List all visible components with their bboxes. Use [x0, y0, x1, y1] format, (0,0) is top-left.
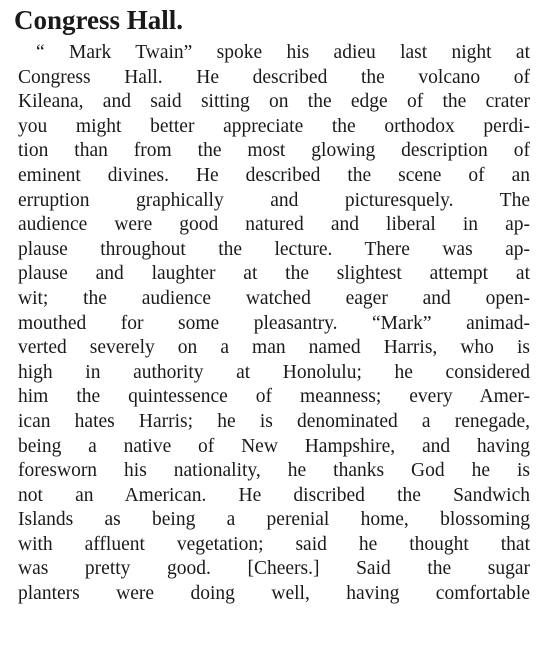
article-line: high in authority at Honolulu; he considered	[18, 361, 530, 383]
article-line: Islands as being a perenial home, blossoming	[18, 509, 530, 531]
article-line: ican hates Harris; he is denominated a renegade,	[18, 410, 530, 432]
article-line: eminent divines. He described the scene of an	[18, 164, 530, 186]
article-line: mouthed for some pleasantry. “Mark” animad-	[18, 312, 530, 334]
article-line: Congress Hall. He described the volcano of	[18, 66, 530, 88]
article-line: tion than from the most glowing description of	[18, 140, 530, 162]
article-line: with affluent vegetation; said he thought that	[18, 533, 530, 555]
article-line: erruption graphically and picturesquely. The	[18, 189, 530, 211]
article-line: foresworn his nationality, he thanks God he is	[18, 460, 530, 482]
article-headline: Congress Hall.	[14, 5, 184, 35]
article-line: verted severely on a man named Harris, who is	[18, 337, 530, 359]
article-line: was pretty good. [Cheers.] Said the sugar	[18, 558, 530, 580]
article-line: him the quintessence of meanness; every Amer-	[18, 386, 530, 408]
article-line: plause throughout the lecture. There was ap-	[18, 238, 530, 260]
article-line: audience were good natured and liberal in ap-	[18, 214, 530, 236]
article-line: not an American. He discribed the Sandwich	[18, 484, 530, 506]
article-line: plause and laughter at the slightest attempt at	[18, 263, 530, 285]
article-body	[18, 41, 530, 607]
article-line: “ Mark Twain” spoke his adieu last night at	[36, 42, 530, 63]
article-line: being a native of New Hampshire, and having	[18, 435, 530, 457]
article-line: Kileana, and said sitting on the edge of the crater	[18, 91, 530, 113]
article-line: you might better appreciate the orthodox perdi-	[18, 115, 530, 137]
article-line: planters were doing well, having comfortable	[18, 583, 530, 605]
article-line: wit; the audience watched eager and open-	[18, 287, 530, 309]
